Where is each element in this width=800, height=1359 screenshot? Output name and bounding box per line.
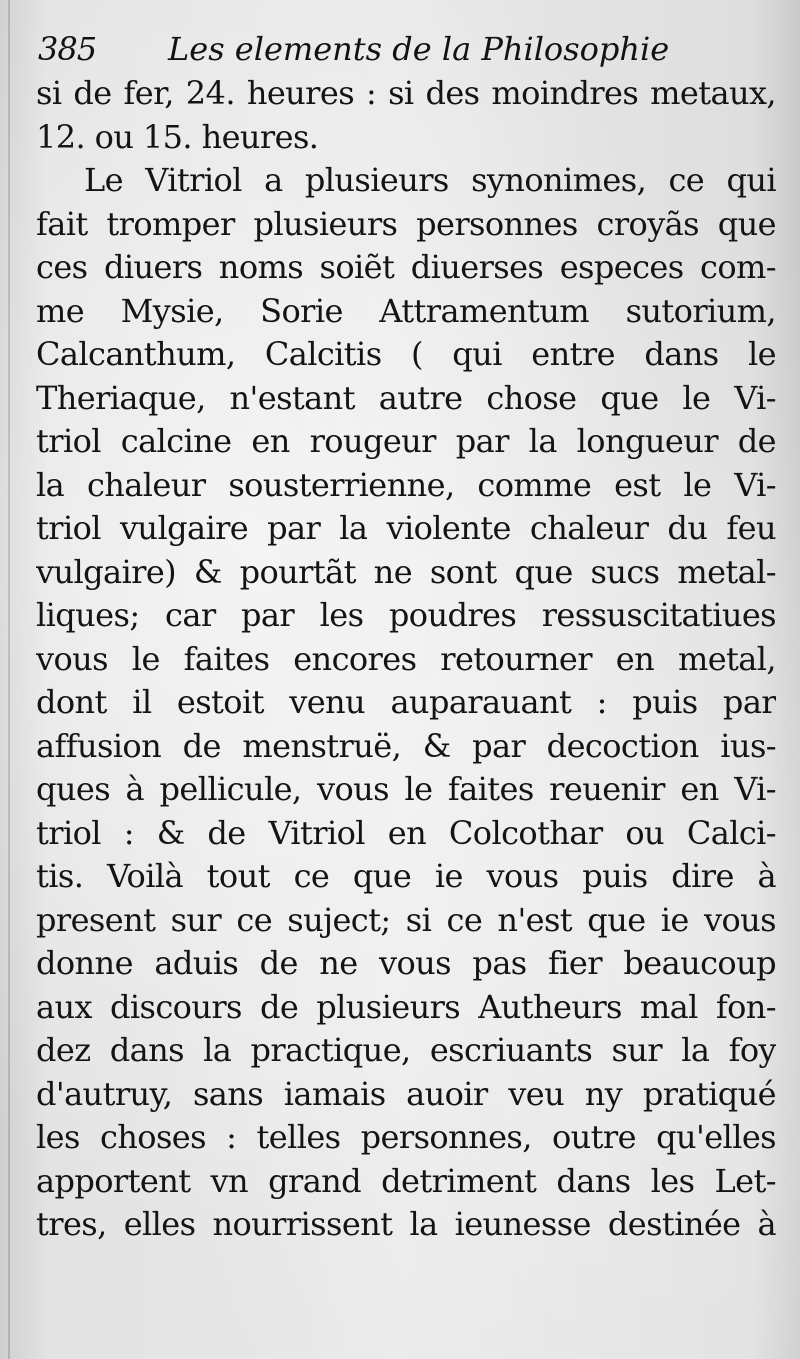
- text-line: si de fer, 24. heures : si des moindres metaux,: [36, 74, 776, 112]
- text-line: liques; car par les poudres ressuscitatiues: [36, 596, 776, 634]
- text-line: fait tromper plusieurs personnes croyãs que: [36, 204, 776, 243]
- text-line: present sur ce suject; si ce n'est que ie vous: [36, 900, 776, 939]
- text-line: triol : & de Vitriol en Colcothar ou Calci-: [36, 813, 776, 852]
- text-line: apportent vn grand detriment dans les Let-: [36, 1161, 776, 1200]
- text-line: ques à pellicule, vous le faites reuenir en Vi-: [36, 770, 776, 808]
- text-line: Calcanthum, Calcitis ( qui entre dans le: [36, 335, 776, 373]
- text-line: 12. ou 15. heures.: [36, 117, 319, 156]
- page-header: [38, 18, 778, 78]
- text-line: les choses : telles personnes, outre qu'elles: [36, 1118, 776, 1156]
- text-line: donne aduis de ne vous pas fier beaucoup: [36, 944, 776, 982]
- text-line: la chaleur sousterrienne, comme est le Vi-: [36, 465, 776, 504]
- running-title: Les elements de la Philosophie: [168, 30, 670, 68]
- text-line: Le Vitriol a plusieurs synonimes, ce qui: [84, 161, 776, 199]
- text-line: tis. Voilà tout ce que ie vous puis dire à: [36, 857, 776, 895]
- text-line: triol vulgaire par la violente chaleur du feu: [36, 509, 776, 547]
- text-line: triol calcine en rougeur par la longueur de: [36, 422, 776, 460]
- page-number: 385: [38, 30, 97, 68]
- text-line: vulgaire) & pourtãt ne sont que sucs metal-: [36, 552, 776, 591]
- text-line: aux discours de plusieurs Autheurs mal fon-: [36, 987, 776, 1026]
- text-line: d'autruy, sans iamais auoir veu ny pratiqué: [36, 1074, 776, 1113]
- text-line: vous le faites encores retourner en metal,: [36, 639, 776, 678]
- text-line: Theriaque, n'estant autre chose que le Vi-: [36, 378, 776, 417]
- text-line: ces diuers noms soiẽt diuerses especes com-: [36, 248, 776, 286]
- text-line: dont il estoit venu auparauant : puis par: [36, 683, 776, 721]
- text-line: tres, elles nourrissent la ieunesse destinée à: [36, 1205, 776, 1243]
- body-text: [36, 72, 776, 1247]
- text-line: dez dans la practique, escriuants sur la foy: [36, 1031, 776, 1069]
- text-line: me Mysie, Sorie Attramentum sutorium,: [36, 291, 776, 330]
- text-line: affusion de menstruë, & par decoction ius-: [36, 726, 776, 765]
